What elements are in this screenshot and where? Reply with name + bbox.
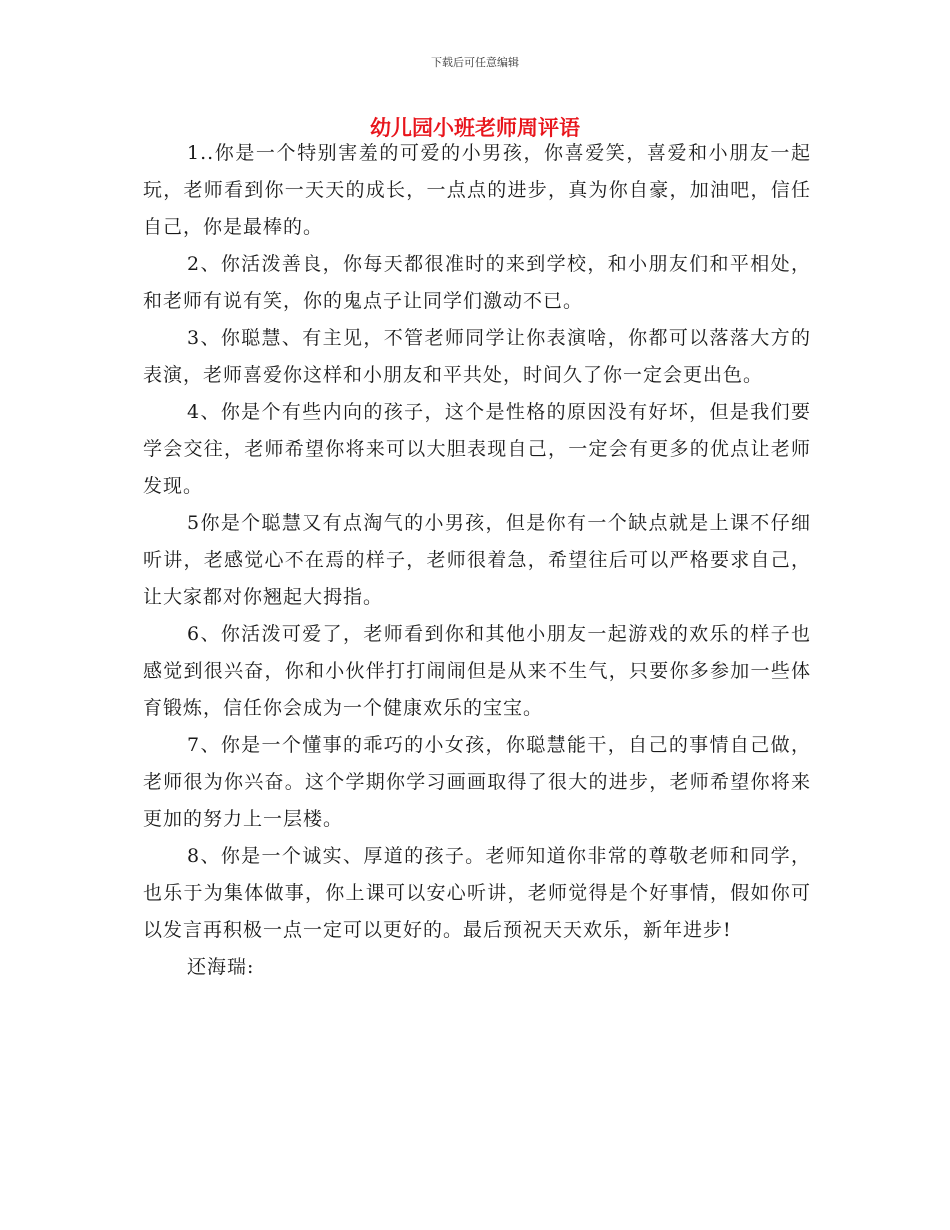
comment-paragraph-2: 2、你活泼善良，你每天都很准时的来到学校，和小朋友们和平相处，和老师有说有笑，你的鬼点子让同学们激动不已。 (143, 253, 811, 312)
signoff-line: 还海瑞: (187, 956, 255, 978)
comment-paragraph-1: 1..你是一个特别害羞的可爱的小男孩，你喜爱笑，喜爱和小朋友一起玩，老师看到你一天天的成长，一点点的进步，真为你自豪，加油吧，信任自己，你是最棒的。 (143, 142, 811, 238)
comment-paragraph-5: 5你是个聪慧又有点淘气的小男孩，但是你有一个缺点就是上课不仔细听讲，老感觉心不在焉的样子，老师很着急，希望往后可以严格要求自己，让大家都对你翘起大拇指。 (143, 512, 811, 608)
comment-paragraph-7: 7、你是一个懂事的乖巧的小女孩，你聪慧能干，自己的事情自己做，老师很为你兴奋。这个学期你学习画画取得了很大的进步，老师希望你将来更加的努力上一层楼。 (143, 734, 811, 830)
comment-paragraph-3: 3、你聪慧、有主见，不管老师同学让你表演啥，你都可以落落大方的表演，老师喜爱你这样和小朋友和平共处，时间久了你一定会更出色。 (143, 327, 811, 386)
document-body (143, 135, 811, 986)
document-title: 幼儿园小班老师周评语 (370, 115, 580, 140)
header-note: 下载后可任意编辑 (431, 56, 519, 69)
comment-paragraph-6: 6、你活泼可爱了，老师看到你和其他小朋友一起游戏的欢乐的样子也感觉到很兴奋，你和小伙伴打打闹闹但是从来不生气，只要你多参加一些体育锻炼，信任你会成为一个健康欢乐的宝宝。 (143, 623, 811, 719)
comment-paragraph-4: 4、你是个有些内向的孩子，这个是性格的原因没有好坏，但是我们要学会交往，老师希望你将来可以大胆表现自己，一定会有更多的优点让老师发现。 (143, 401, 811, 497)
comment-paragraph-8: 8、你是一个诚实、厚道的孩子。老师知道你非常的尊敬老师和同学，也乐于为集体做事，你上课可以安心听讲，老师觉得是个好事情，假如你可以发言再积极一点一定可以更好的。最后预祝天天欢乐，新年进步! (143, 845, 811, 941)
